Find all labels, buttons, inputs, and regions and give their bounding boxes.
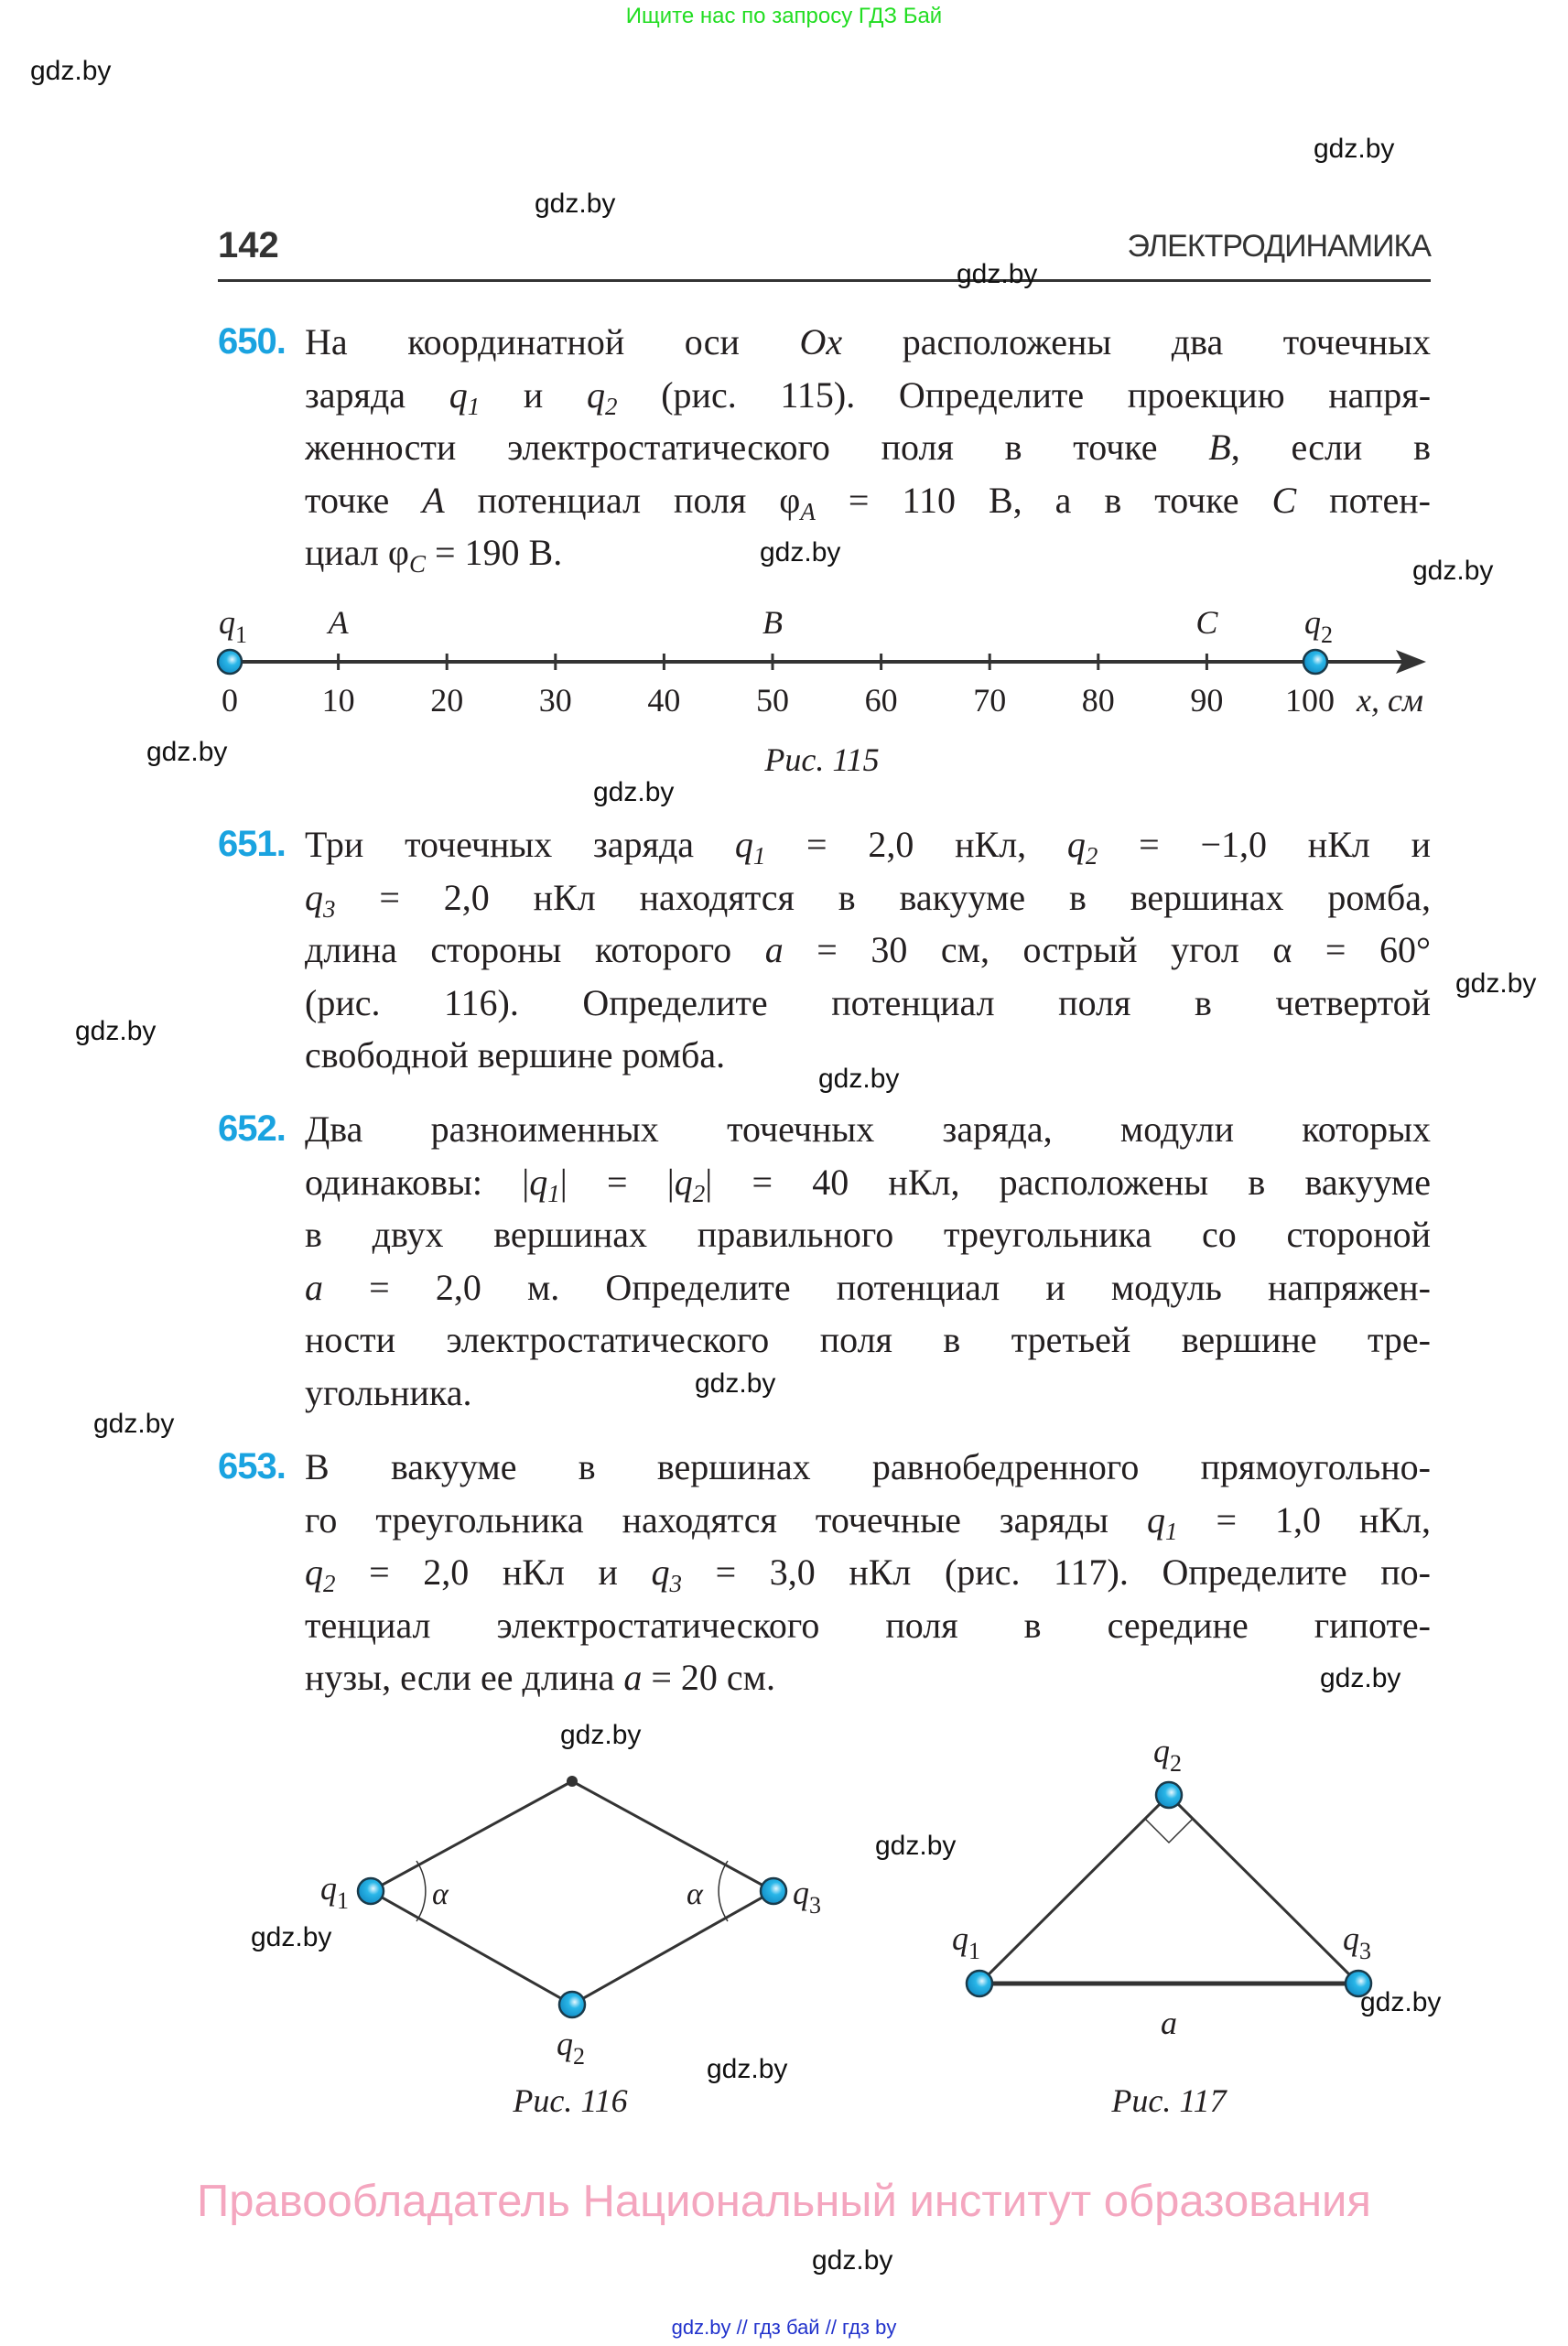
label-q2: $q_2$ [557, 2026, 585, 2070]
text-line: ности электростатического поля в третьей вершине тре- [305, 1319, 1431, 1360]
charge-q2 [1303, 650, 1327, 674]
charge-label: $q_1$ [219, 604, 247, 648]
math-symbol: $q_3$ [651, 1551, 682, 1597]
text-line: $q_2 = 2,0$ нКл и $q_3 = 3,0$ нКл (рис. 117). Определите по- [305, 1551, 1431, 1597]
text-line: Два разноименных точечных заряда, модули которых [305, 1108, 1431, 1150]
math-symbol: a [623, 1657, 643, 1698]
problem-number: 651. [218, 824, 286, 864]
bottom-links[interactable]: gdz.by // гдз бай // гдз by [671, 2316, 897, 2339]
tick-label: 90 [1190, 682, 1224, 719]
text-line: В вакууме в вершинах равнобедренного прямоугольно- [305, 1446, 1431, 1487]
tick-label: 0 [222, 682, 238, 719]
watermark: gdz.by [1360, 1987, 1442, 2017]
watermark: gdz.by [75, 1016, 157, 1046]
label-q1: $q_1$ [952, 1920, 980, 1964]
watermark: gdz.by [146, 737, 228, 767]
math-symbol: $\varphi_A$ [779, 479, 816, 525]
charge-q1 [218, 650, 242, 674]
figure-115-number-line [218, 604, 1426, 778]
tick-label: 50 [756, 682, 789, 719]
point-label-A: A [328, 604, 349, 641]
angle-arc [416, 1861, 426, 1921]
watermark: gdz.by [818, 1064, 900, 1094]
text-line: в двух вершинах правильного треугольника со стороной [305, 1214, 1431, 1255]
charge-q1 [358, 1878, 384, 1904]
tick-label: 20 [430, 682, 464, 719]
tick-label: 40 [647, 682, 681, 719]
point-label-C: C [1195, 604, 1218, 641]
side-label: a [1161, 2005, 1177, 2041]
watermark: gdz.by [1314, 134, 1395, 164]
point-label-B: B [762, 604, 783, 641]
math-symbol: $q_1$ [449, 373, 481, 420]
math-symbol: a [305, 1266, 323, 1308]
charge-q2 [1156, 1782, 1182, 1808]
angle-label: α [687, 1877, 703, 1911]
copyright-footer: Правообладатель Национальный институт образования [197, 2177, 1371, 2226]
math-symbol: $\varphi_C$ [387, 532, 426, 578]
math-symbol: $q_2$ [1066, 824, 1098, 870]
math-symbol: $q_1$ [734, 824, 766, 870]
text-line: a = 2,0 м. Определите потенциал и модуль напряжен- [305, 1266, 1431, 1308]
watermark: gdz.by [1455, 968, 1537, 999]
page-number: 142 [218, 225, 279, 265]
tick-label: 70 [973, 682, 1007, 719]
label-q1: $q_1$ [320, 1870, 349, 1914]
watermark: gdz.by [30, 56, 112, 86]
watermark: gdz.by [93, 1409, 175, 1439]
right-angle-mark [1145, 1819, 1193, 1843]
figure-caption: Рис. 115 [764, 741, 880, 778]
text-line: свободной вершине ромба. [305, 1034, 726, 1076]
math-symbol: $q_2$ [587, 373, 618, 420]
charge-q3 [761, 1878, 786, 1904]
text-line: (рис. 116). Определите потенциал поля в четвертой [305, 981, 1431, 1023]
triangle [979, 1795, 1358, 1984]
math-symbol: $q_2$ [305, 1551, 336, 1597]
free-vertex [567, 1776, 578, 1787]
watermark: gdz.by [560, 1720, 642, 1750]
figure-caption: Рис. 116 [513, 2082, 628, 2119]
text-line: угольника. [305, 1371, 472, 1413]
math-symbol: $q_1$ [529, 1161, 560, 1207]
math-symbol: C [1271, 479, 1297, 521]
math-symbol: Ox [799, 321, 843, 362]
text-line: заряда $q_1$ и $q_2$ (рис. 115). Определите проекцию напря- [305, 373, 1431, 420]
text-line: тенциал электростатического поля в середине гипоте- [305, 1604, 1431, 1646]
figure-caption: Рис. 117 [1111, 2082, 1227, 2119]
watermark: gdz.by [1320, 1663, 1401, 1693]
math-symbol: $q_2$ [674, 1161, 706, 1207]
text-line: женности электростатического поля в точке B, если в [305, 427, 1431, 468]
math-symbol: B [1208, 427, 1231, 468]
math-symbol: a [764, 929, 784, 970]
watermark: gdz.by [707, 2054, 788, 2084]
figure-117-triangle [952, 1733, 1371, 2119]
watermark: gdz.by [251, 1922, 332, 1952]
text-line: го треугольника находятся точечные заряды $q_1 = 1,0$ нКл, [305, 1498, 1431, 1545]
charge-q2 [559, 1992, 585, 2017]
math-symbol: $q_3$ [305, 876, 336, 923]
label-q3: $q_3$ [1343, 1920, 1371, 1964]
tick-label: 60 [864, 682, 898, 719]
label-q2: $q_2$ [1153, 1733, 1182, 1777]
problem-number: 650. [218, 321, 286, 362]
text-line: циал $\varphi_C = 190$ В. [305, 532, 563, 578]
tick-label: 80 [1081, 682, 1115, 719]
text-line: точке A потенциал поля $\varphi_A = 110$ В, а в точке C потен- [305, 479, 1431, 525]
watermark: gdz.by [695, 1368, 776, 1399]
tick-label: 10 [321, 682, 355, 719]
label-q3: $q_3$ [793, 1875, 821, 1919]
text-line: Три точечных заряда $q_1 = 2,0$ нКл, $q_2 = -1,0$ нКл и [305, 824, 1431, 870]
math-symbol: A [422, 479, 445, 521]
tick-label: 100 [1285, 682, 1335, 719]
text-line: длина стороны которого a = 30 см, острый угол α = 60° [305, 929, 1431, 970]
problem-number: 652. [218, 1108, 286, 1149]
axis-label: x, см [1357, 682, 1423, 719]
watermark: gdz.by [535, 189, 616, 219]
text-line: На координатной оси Ox расположены два точечных [305, 321, 1431, 362]
rhombus [371, 1781, 773, 2005]
watermark: gdz.by [812, 2245, 893, 2276]
angle-arc [719, 1861, 728, 1921]
problem-number: 653. [218, 1446, 286, 1487]
text-line: нузы, если ее длина a = 20 см. [305, 1657, 775, 1698]
charge-q1 [967, 1971, 992, 1996]
watermark: gdz.by [593, 777, 675, 807]
watermark: gdz.by [760, 537, 841, 568]
tick-label: 30 [538, 682, 572, 719]
text-line: одинаковы: $|q_1| = |q_2| = 40$ нКл, расположены в вакууме [305, 1161, 1431, 1207]
angle-label: α [432, 1877, 449, 1911]
top-note: Ищите нас по запросу ГДЗ Бай [625, 4, 943, 28]
chapter-title: ЭЛЕКТРОДИНАМИКА [1127, 229, 1431, 264]
watermark: gdz.by [875, 1831, 957, 1861]
watermark: gdz.by [957, 259, 1038, 289]
charge-label: $q_2$ [1304, 604, 1333, 648]
text-line: $q_3 = 2,0$ нКл находятся в вакууме в вершинах ромба, [305, 876, 1431, 923]
watermark: gdz.by [1412, 556, 1494, 586]
math-symbol: $q_1$ [1146, 1498, 1178, 1545]
